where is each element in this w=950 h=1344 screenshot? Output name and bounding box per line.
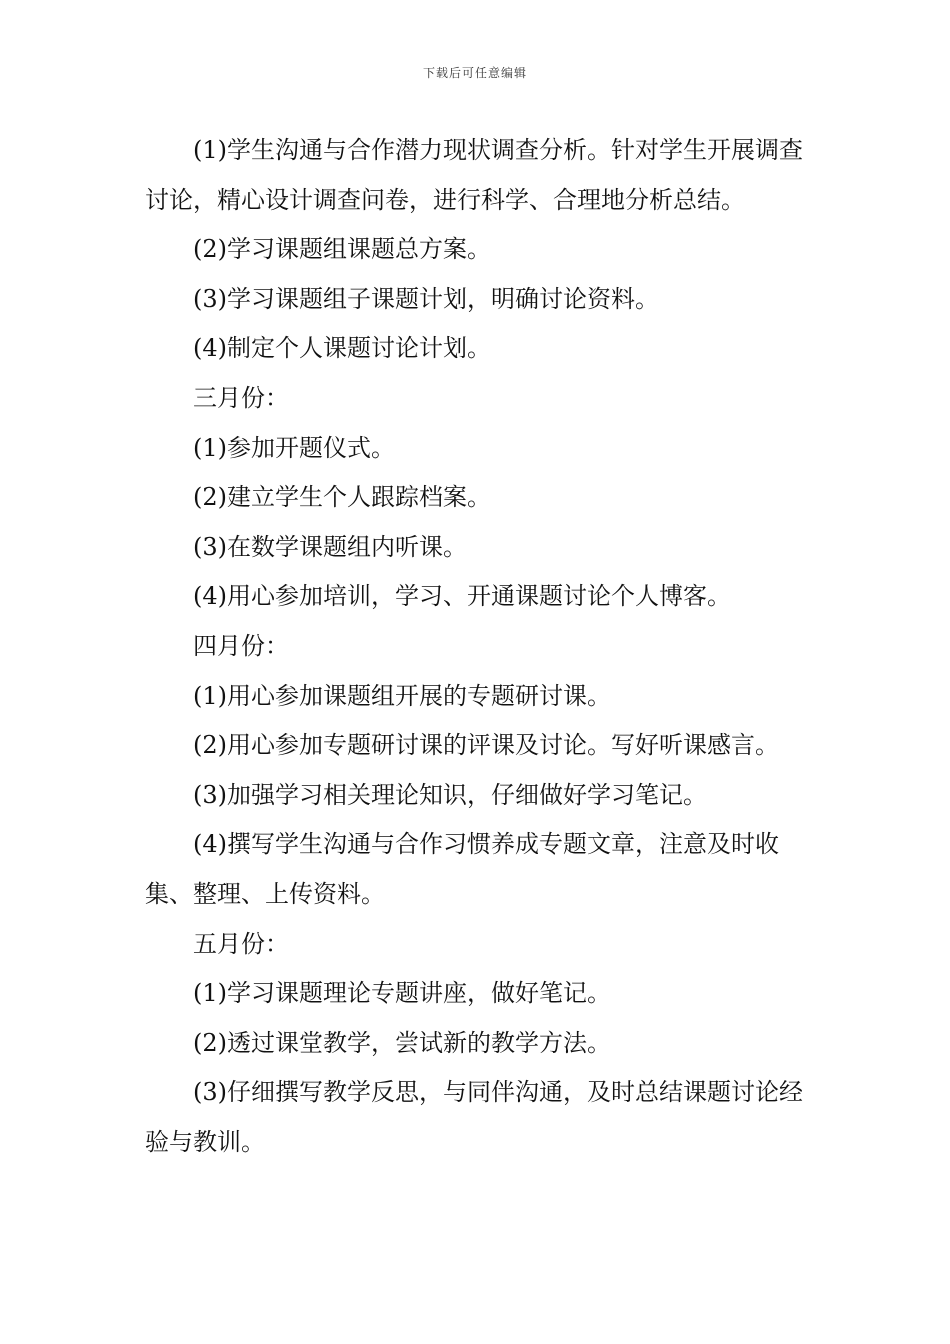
paragraph-march-item-1: (1)参加开题仪式。 [193,433,395,462]
section-heading-may: 五月份： [193,929,289,958]
section-heading-april: 四月份： [193,631,289,660]
paragraph-march-item-2: (2)建立学生个人跟踪档案。 [193,483,491,512]
paragraph-march-item-3: (3)在数学课题组内听课。 [193,532,467,561]
paragraph-feb-item-1: (1)学生沟通与合作潜力现状调查分析。针对学生开展调查讨论，精心设计调查问卷，进行科学、合理地分析总结。 [145,136,803,214]
paragraph-april-item-3: (3)加强学习相关理论知识，仔细做好学习笔记。 [193,780,707,809]
paragraph-april-item-2: (2)用心参加专题研讨课的评课及讨论。写好听课感言。 [193,731,779,760]
paragraph-feb-item-3: (3)学习课题组子课题计划，明确讨论资料。 [193,284,659,313]
paragraph-april-item-4: (4)撰写学生沟通与合作习惯养成专题文章，注意及时收集、整理、上传资料。 [145,830,779,908]
paragraph-may-item-2: (2)透过课堂教学，尝试新的教学方法。 [193,1028,611,1057]
paragraph-april-item-1: (1)用心参加课题组开展的专题研讨课。 [193,681,611,710]
document-body [145,126,813,1167]
section-heading-march: 三月份： [193,383,289,412]
page-header: 下载后可任意编辑 [422,66,527,80]
paragraph-may-item-1: (1)学习课题理论专题讲座，做好笔记。 [193,979,611,1008]
paragraph-feb-item-4: (4)制定个人课题讨论计划。 [193,334,491,363]
paragraph-march-item-4: (4)用心参加培训，学习、开通课题讨论个人博客。 [193,582,731,611]
paragraph-may-item-3: (3)仔细撰写教学反思，与同伴沟通，及时总结课题讨论经验与教训。 [145,1078,803,1156]
paragraph-feb-item-2: (2)学习课题组课题总方案。 [193,235,491,264]
